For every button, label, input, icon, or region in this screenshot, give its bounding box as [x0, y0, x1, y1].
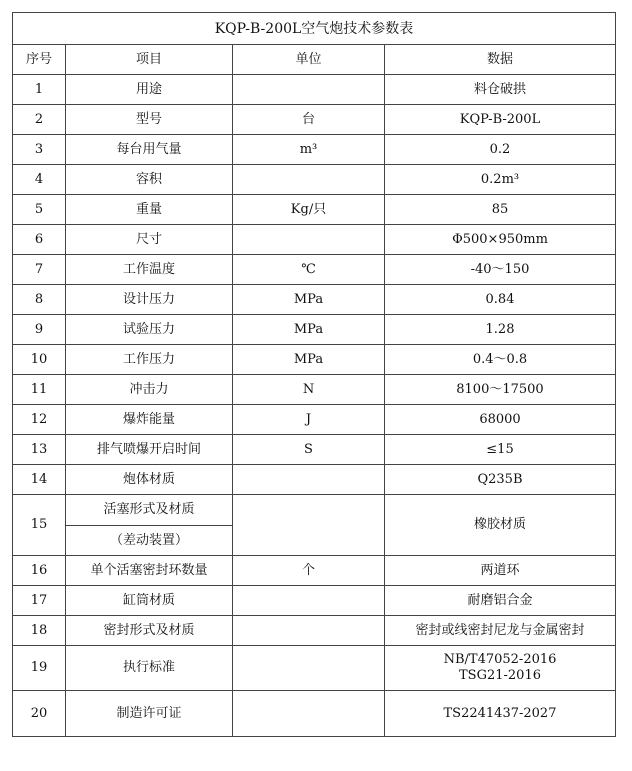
row-item: 型号 [66, 105, 233, 135]
row-unit: Kg/只 [233, 195, 385, 225]
row-data: 料仓破拱 [385, 75, 616, 105]
row-no: 8 [13, 285, 66, 315]
row-data: 0.2m³ [385, 165, 616, 195]
row-item: 爆炸能量 [66, 405, 233, 435]
row-data: 1.28 [385, 315, 616, 345]
row-data: 耐磨铝合金 [385, 586, 616, 616]
row-data-line-2: TSG21-2016 [459, 668, 541, 683]
row-item: 容积 [66, 165, 233, 195]
row-unit [233, 465, 385, 495]
row-item: 炮体材质 [66, 465, 233, 495]
row-no: 12 [13, 405, 66, 435]
row-unit: N [233, 375, 385, 405]
row-data: 0.4～0.8 [385, 345, 616, 375]
row-data-line-1: NB/T47052-2016 [443, 652, 557, 667]
row-data: TS2241437-2027 [385, 691, 616, 737]
row-unit: MPa [233, 345, 385, 375]
row-data [385, 646, 616, 691]
table-row [13, 165, 616, 195]
row-item: 执行标准 [66, 646, 233, 691]
row-item: 工作压力 [66, 345, 233, 375]
table-row [13, 691, 616, 737]
table-row [13, 616, 616, 646]
row-no: 10 [13, 345, 66, 375]
header-item: 项目 [66, 45, 233, 75]
row-item: 缸筒材质 [66, 586, 233, 616]
row-unit [233, 495, 385, 556]
row-data: KQP-B-200L [385, 105, 616, 135]
row-item: 排气喷爆开启时间 [66, 435, 233, 465]
row-data: -40～150 [385, 255, 616, 285]
row-data: 68000 [385, 405, 616, 435]
row-no: 11 [13, 375, 66, 405]
row-unit [233, 646, 385, 691]
row-item: 试验压力 [66, 315, 233, 345]
row-item: 活塞形式及材质 [66, 495, 233, 526]
row-item: 用途 [66, 75, 233, 105]
table-row [13, 135, 616, 165]
row-item-sub: （差动装置） [66, 526, 233, 556]
table-row [13, 465, 616, 495]
row-item: 密封形式及材质 [66, 616, 233, 646]
row-data: Φ500×950mm [385, 225, 616, 255]
header-no: 序号 [13, 45, 66, 75]
spec-table [12, 12, 616, 737]
row-item: 制造许可证 [66, 691, 233, 737]
row-no: 14 [13, 465, 66, 495]
row-unit [233, 691, 385, 737]
row-unit: MPa [233, 315, 385, 345]
table-row [13, 345, 616, 375]
row-unit: 个 [233, 556, 385, 586]
table-row [13, 375, 616, 405]
row-unit [233, 165, 385, 195]
row-unit [233, 75, 385, 105]
table-row [13, 405, 616, 435]
row-data: 密封或线密封尼龙与金属密封 [385, 616, 616, 646]
table-row [13, 586, 616, 616]
row-no: 15 [13, 495, 66, 556]
row-no: 9 [13, 315, 66, 345]
row-data: 85 [385, 195, 616, 225]
header-unit: 单位 [233, 45, 385, 75]
row-item: 单个活塞密封环数量 [66, 556, 233, 586]
row-unit: J [233, 405, 385, 435]
table-row [13, 75, 616, 105]
row-unit: 台 [233, 105, 385, 135]
row-no: 13 [13, 435, 66, 465]
row-unit [233, 225, 385, 255]
row-no: 16 [13, 556, 66, 586]
row-no: 1 [13, 75, 66, 105]
row-data: ≤15 [385, 435, 616, 465]
row-item: 工作温度 [66, 255, 233, 285]
row-no: 17 [13, 586, 66, 616]
table-row [13, 255, 616, 285]
table-row [13, 556, 616, 586]
row-no: 3 [13, 135, 66, 165]
row-unit: ℃ [233, 255, 385, 285]
table-row [13, 225, 616, 255]
row-no: 4 [13, 165, 66, 195]
table-row [13, 285, 616, 315]
row-unit [233, 586, 385, 616]
row-unit: MPa [233, 285, 385, 315]
table-row [13, 315, 616, 345]
row-unit: m³ [233, 135, 385, 165]
row-data: Q235B [385, 465, 616, 495]
row-no: 20 [13, 691, 66, 737]
row-no: 6 [13, 225, 66, 255]
row-data: 橡胶材质 [385, 495, 616, 556]
table-row [13, 495, 616, 526]
row-item: 尺寸 [66, 225, 233, 255]
table-title: KQP-B-200L空气炮技术参数表 [13, 13, 616, 45]
row-no: 5 [13, 195, 66, 225]
row-item: 每台用气量 [66, 135, 233, 165]
table-row [13, 646, 616, 691]
row-data: 0.84 [385, 285, 616, 315]
row-unit: S [233, 435, 385, 465]
table-row [13, 105, 616, 135]
row-data: 8100～17500 [385, 375, 616, 405]
table-row [13, 435, 616, 465]
row-no: 19 [13, 646, 66, 691]
row-data: 0.2 [385, 135, 616, 165]
title-row [13, 13, 616, 45]
header-row [13, 45, 616, 75]
row-item: 重量 [66, 195, 233, 225]
row-data: 两道环 [385, 556, 616, 586]
row-item: 设计压力 [66, 285, 233, 315]
row-unit [233, 616, 385, 646]
row-no: 7 [13, 255, 66, 285]
spec-table-container [12, 12, 615, 737]
row-no: 18 [13, 616, 66, 646]
header-data: 数据 [385, 45, 616, 75]
table-row [13, 195, 616, 225]
row-item: 冲击力 [66, 375, 233, 405]
row-no: 2 [13, 105, 66, 135]
